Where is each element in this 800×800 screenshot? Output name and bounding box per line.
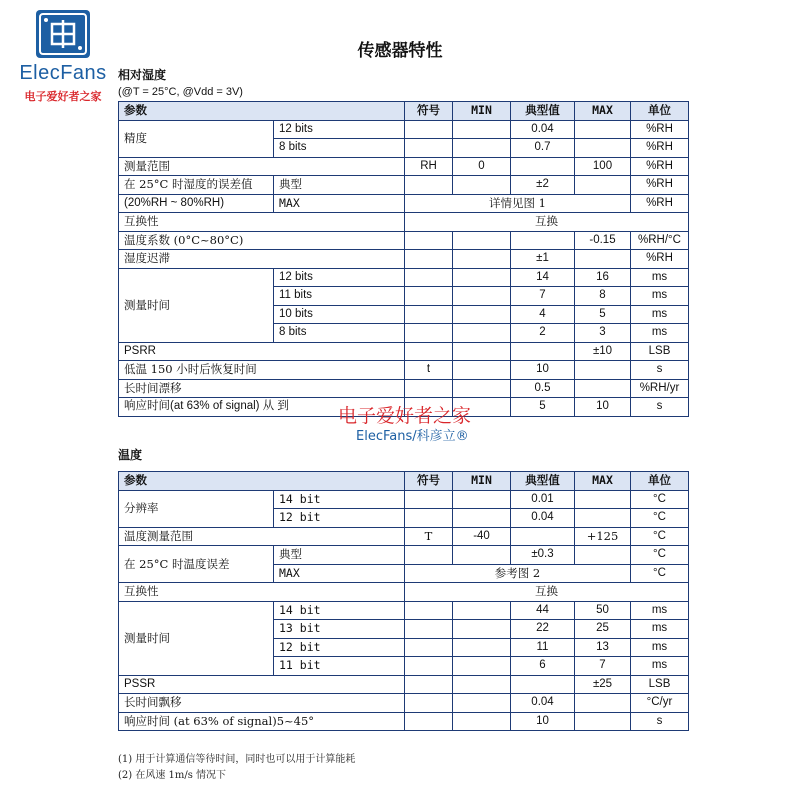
cell: 0.04 <box>511 509 575 528</box>
param-cell: (20%RH ~ 80%RH) <box>119 194 274 213</box>
cell: °C <box>631 564 689 583</box>
table-row <box>119 712 689 731</box>
cell: 0 <box>453 157 511 176</box>
watermark-subtext: ElecFans/科彦立® <box>356 429 469 444</box>
table-row <box>119 268 689 287</box>
cell <box>405 231 453 250</box>
cell: 0.5 <box>511 379 575 398</box>
param-cell: PSRR <box>119 342 405 361</box>
cell <box>405 342 453 361</box>
cell: 12 bits <box>274 120 405 139</box>
cell: 0.04 <box>511 694 575 713</box>
table-row <box>119 194 689 213</box>
cell: %RH/°C <box>631 231 689 250</box>
cell <box>575 379 631 398</box>
cell: 典型 <box>274 546 405 565</box>
cell <box>405 305 453 324</box>
cell: 22 <box>511 620 575 639</box>
cell: 8 bits <box>274 139 405 158</box>
header-cell: 参数 <box>119 102 405 121</box>
cell <box>453 694 511 713</box>
param-cell: 响应时间 (at 63% of signal)5~45° <box>119 712 405 731</box>
cell: 3 <box>575 324 631 343</box>
cell <box>453 509 511 528</box>
cell: °C <box>631 490 689 509</box>
cell: 4 <box>511 305 575 324</box>
table-row <box>119 694 689 713</box>
param-cell: 低温 150 小时后恢复时间 <box>119 361 405 380</box>
footnote-1: (1) 用于计算通信等待时间，同时也可以用于计算能耗 <box>118 754 356 765</box>
cell: °C <box>631 527 689 546</box>
cell <box>453 546 511 565</box>
table-row <box>119 546 689 565</box>
table-row <box>119 379 689 398</box>
cell: 100 <box>575 157 631 176</box>
cell <box>453 305 511 324</box>
header-cell: MIN <box>453 472 511 491</box>
table-header-row <box>119 102 689 121</box>
humidity-spec-table <box>118 101 689 417</box>
table-row <box>119 120 689 139</box>
param-cell: 互换性 <box>119 583 405 602</box>
watermark-text: 电子爱好者之家 <box>338 405 472 427</box>
cell: %RH <box>631 120 689 139</box>
cell: 0.04 <box>511 120 575 139</box>
cell: s <box>631 712 689 731</box>
cell: 12 bits <box>274 268 405 287</box>
cell <box>575 139 631 158</box>
cell <box>405 139 453 158</box>
cell <box>405 379 453 398</box>
cell <box>511 157 575 176</box>
cell: ms <box>631 268 689 287</box>
cell: %RH <box>631 139 689 158</box>
cell <box>453 361 511 380</box>
cell <box>453 287 511 306</box>
cell: 10 <box>511 712 575 731</box>
cell: 参考图 2 <box>405 564 631 583</box>
cell: 典型 <box>274 176 405 195</box>
table-row <box>119 675 689 694</box>
param-cell: 温度系数 (0°C~80°C) <box>119 231 405 250</box>
cell: -40 <box>453 527 511 546</box>
cell <box>511 675 575 694</box>
cell: 0.01 <box>511 490 575 509</box>
table-row <box>119 342 689 361</box>
cell <box>575 694 631 713</box>
cell: 13 <box>575 638 631 657</box>
cell: ±0.3 <box>511 546 575 565</box>
temperature-heading: 温度 <box>118 448 143 462</box>
cell: 2 <box>511 324 575 343</box>
cell: °C <box>631 509 689 528</box>
table-row <box>119 213 689 232</box>
cell <box>405 324 453 343</box>
cell: %RH <box>631 250 689 269</box>
cell: +125 <box>575 527 631 546</box>
cell: ms <box>631 287 689 306</box>
table-row <box>119 231 689 250</box>
param-cell: 响应时间(at 63% of signal) 从 到 <box>119 398 405 417</box>
cell: ±10 <box>575 342 631 361</box>
cell: ms <box>631 305 689 324</box>
cell <box>405 657 453 676</box>
humidity-conditions: (@T = 25°C, @Vdd = 3V) <box>118 86 243 98</box>
cell: ms <box>631 638 689 657</box>
temperature-spec-table <box>118 471 689 731</box>
cell: 14 <box>511 268 575 287</box>
cell <box>575 509 631 528</box>
cell: 详情见图 1 <box>405 194 631 213</box>
param-cell: 湿度迟滞 <box>119 250 405 269</box>
cell <box>575 490 631 509</box>
table-row <box>119 601 689 620</box>
cell: 8 bits <box>274 324 405 343</box>
cell <box>405 694 453 713</box>
cell: T <box>405 527 453 546</box>
cell: °C/yr <box>631 694 689 713</box>
humidity-heading: 相对湿度 <box>118 68 167 82</box>
cell <box>453 231 511 250</box>
cell <box>453 176 511 195</box>
cell: RH <box>405 157 453 176</box>
cell: 互换 <box>405 583 689 602</box>
cell <box>575 712 631 731</box>
cell: ms <box>631 324 689 343</box>
cell: 10 bits <box>274 305 405 324</box>
cell <box>511 527 575 546</box>
cell <box>453 324 511 343</box>
table-row <box>119 361 689 380</box>
cell: 5 <box>575 305 631 324</box>
cell: 7 <box>575 657 631 676</box>
logo-name: ElecFans <box>19 62 107 84</box>
cell <box>453 342 511 361</box>
cell: ±2 <box>511 176 575 195</box>
cell: 0.7 <box>511 139 575 158</box>
cell <box>511 342 575 361</box>
cell <box>405 675 453 694</box>
cell: %RH/yr <box>631 379 689 398</box>
param-cell: PSSR <box>119 675 405 694</box>
cell <box>405 287 453 306</box>
cell <box>453 638 511 657</box>
cell: 50 <box>575 601 631 620</box>
header-cell: 符号 <box>405 472 453 491</box>
cell: ±1 <box>511 250 575 269</box>
cell <box>453 379 511 398</box>
cell <box>405 490 453 509</box>
cell: t <box>405 361 453 380</box>
cell <box>453 268 511 287</box>
cell: %RH <box>631 157 689 176</box>
cell <box>575 546 631 565</box>
header-cell: MIN <box>453 102 511 121</box>
header-cell: MAX <box>575 102 631 121</box>
cell: s <box>631 361 689 380</box>
logo-subtitle: 电子爱好者之家 <box>24 90 102 103</box>
table-row <box>119 176 689 195</box>
param-cell: 测量时间 <box>119 601 274 675</box>
cell: 11 bit <box>274 657 405 676</box>
cell: LSB <box>631 342 689 361</box>
cell <box>575 250 631 269</box>
param-cell: 在 25°C 时湿度的误差值 <box>119 176 274 195</box>
table-row <box>119 527 689 546</box>
cell <box>405 120 453 139</box>
cell: ms <box>631 601 689 620</box>
cell <box>405 638 453 657</box>
cell: 11 <box>511 638 575 657</box>
cell: 16 <box>575 268 631 287</box>
cell: ms <box>631 620 689 639</box>
cell <box>453 601 511 620</box>
cell <box>453 712 511 731</box>
cell <box>575 120 631 139</box>
cell <box>453 490 511 509</box>
param-cell: 分辨率 <box>119 490 274 527</box>
cell: MAX <box>274 194 405 213</box>
table-header-row <box>119 472 689 491</box>
header-cell: 典型值 <box>511 102 575 121</box>
cell: 25 <box>575 620 631 639</box>
cell <box>405 712 453 731</box>
cell: 12 bit <box>274 638 405 657</box>
header-cell: 参数 <box>119 472 405 491</box>
header-cell: 典型值 <box>511 472 575 491</box>
cell: 44 <box>511 601 575 620</box>
cell <box>405 620 453 639</box>
cell: ±25 <box>575 675 631 694</box>
cell: 14 bit <box>274 601 405 620</box>
cell <box>405 176 453 195</box>
cell: -0.15 <box>575 231 631 250</box>
param-cell: 测量范围 <box>119 157 405 176</box>
param-cell: 温度测量范围 <box>119 527 405 546</box>
cell: 5 <box>511 398 575 417</box>
footnote-2: (2) 在风速 1m/s 情况下 <box>118 770 227 781</box>
cell: %RH <box>631 194 689 213</box>
param-cell: 互换性 <box>119 213 405 232</box>
cell: 10 <box>575 398 631 417</box>
param-cell: 精度 <box>119 120 274 157</box>
cell <box>405 250 453 269</box>
cell <box>453 675 511 694</box>
param-cell: 长时间飘移 <box>119 694 405 713</box>
cell: 6 <box>511 657 575 676</box>
cell: 8 <box>575 287 631 306</box>
cell <box>575 361 631 380</box>
header-cell: MAX <box>575 472 631 491</box>
cell: 11 bits <box>274 287 405 306</box>
cell <box>405 268 453 287</box>
cell: %RH <box>631 176 689 195</box>
cell <box>453 657 511 676</box>
cell <box>453 620 511 639</box>
header-cell: 单位 <box>631 472 689 491</box>
cell: 10 <box>511 361 575 380</box>
cell: °C <box>631 546 689 565</box>
cell: 12 bit <box>274 509 405 528</box>
cell <box>453 250 511 269</box>
param-cell: 测量时间 <box>119 268 274 342</box>
param-cell: 长时间漂移 <box>119 379 405 398</box>
cell: LSB <box>631 675 689 694</box>
cell: 14 bit <box>274 490 405 509</box>
cell: 13 bit <box>274 620 405 639</box>
cell <box>453 120 511 139</box>
table-row <box>119 250 689 269</box>
table-row <box>119 157 689 176</box>
param-cell: 在 25°C 时温度误差 <box>119 546 274 583</box>
header-cell: 符号 <box>405 102 453 121</box>
cell: 7 <box>511 287 575 306</box>
header-cell: 单位 <box>631 102 689 121</box>
cell: MAX <box>274 564 405 583</box>
page-title: 传感器特性 <box>357 41 443 61</box>
cell: 互换 <box>405 213 689 232</box>
cell <box>405 546 453 565</box>
cell: ms <box>631 657 689 676</box>
table-row <box>119 583 689 602</box>
cell: s <box>631 398 689 417</box>
cell <box>575 176 631 195</box>
cell <box>453 139 511 158</box>
cell <box>405 509 453 528</box>
table-row <box>119 490 689 509</box>
cell <box>405 601 453 620</box>
cell <box>511 231 575 250</box>
